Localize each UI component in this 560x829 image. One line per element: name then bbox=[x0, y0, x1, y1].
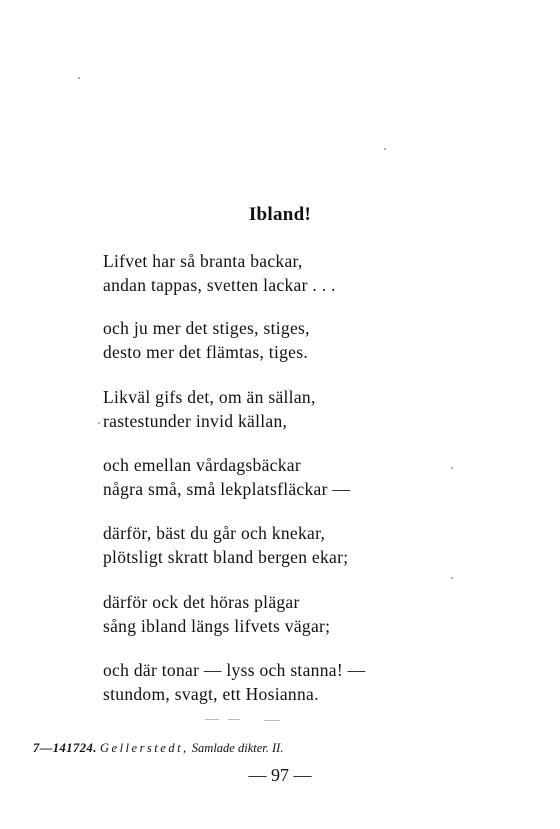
signature-number: 7—141724. bbox=[33, 741, 97, 755]
poem-line: rastestunder invid källan, bbox=[103, 411, 288, 431]
printer-signature bbox=[33, 741, 283, 756]
paper-speck bbox=[451, 467, 453, 469]
work-title: Samlade dikter. bbox=[191, 741, 269, 755]
poem-line: sång ibland längs lifvets vägar; bbox=[103, 616, 331, 636]
poem-line: plötsligt skratt bland bergen ekar; bbox=[103, 547, 349, 567]
faint-mark bbox=[264, 720, 280, 721]
poem-line: och där tonar — lyss och stanna! — bbox=[103, 660, 366, 680]
paper-speck bbox=[78, 77, 80, 79]
poem-line: och emellan vårdagsbäckar bbox=[103, 455, 301, 475]
poem-line: stundom, svagt, ett Hosianna. bbox=[103, 684, 319, 704]
volume-number: II. bbox=[272, 741, 284, 755]
poem-line: Likväl gifs det, om än sällan, bbox=[103, 387, 316, 407]
paper-speck bbox=[384, 148, 386, 150]
paper-speck bbox=[98, 422, 100, 424]
poem-line: och ju mer det stiges, stiges, bbox=[103, 318, 310, 338]
author-name: Gellerstedt, bbox=[100, 741, 189, 755]
poem-line: desto mer det flämtas, tiges. bbox=[103, 342, 309, 362]
faint-mark bbox=[228, 719, 240, 720]
poem-line: Lifvet har så branta backar, bbox=[103, 251, 303, 271]
poem-line: därför, bäst du går och knekar, bbox=[103, 523, 326, 543]
faint-mark bbox=[205, 719, 219, 720]
poem-line: därför ock det höras plägar bbox=[103, 592, 300, 612]
poem-line: några små, små lekplatsfläckar — bbox=[103, 479, 351, 499]
page-number: — 97 — bbox=[248, 765, 312, 785]
poem-line: andan tappas, svetten lackar . . . bbox=[103, 275, 336, 295]
poem-title: Ibland! bbox=[248, 204, 312, 225]
paper-speck bbox=[451, 577, 453, 579]
